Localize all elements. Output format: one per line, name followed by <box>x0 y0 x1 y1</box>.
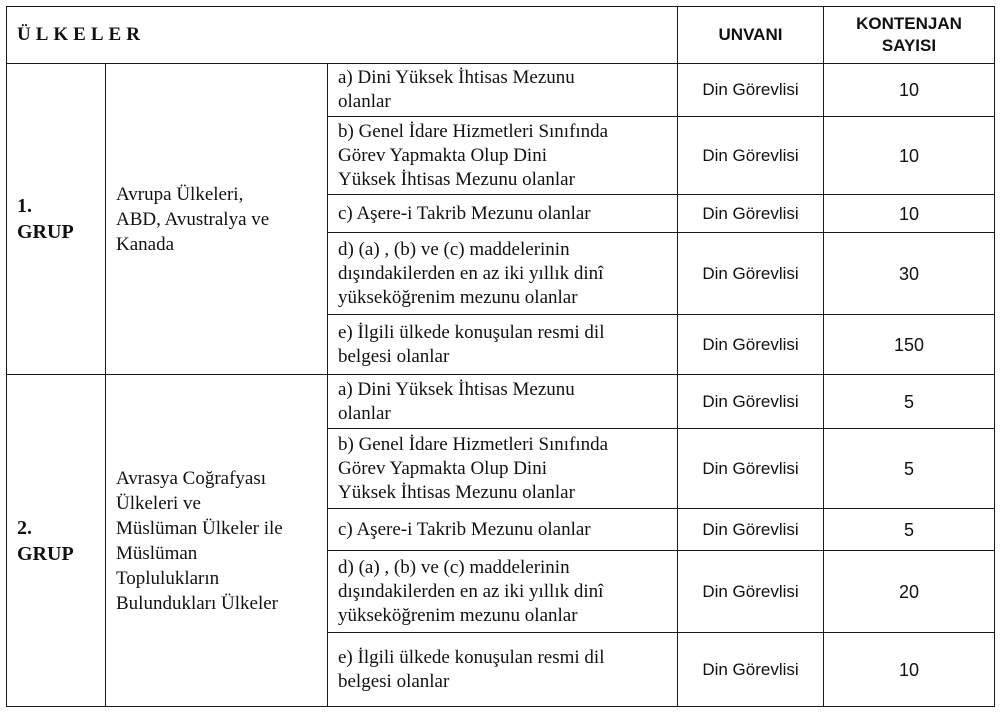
count-cell: 10 <box>824 64 995 117</box>
countries-header: ÜLKELER <box>7 7 678 64</box>
group-1-label <box>7 64 106 375</box>
quota-table <box>6 6 995 707</box>
group-1-region: Avrupa Ülkeleri, ABD, Avustralya ve Kanada <box>106 64 328 375</box>
title-cell: Din Görevlisi <box>678 233 824 315</box>
count-cell: 10 <box>824 633 995 707</box>
condition-cell: e) İlgili ülkede konuşulan resmi dil belgesi olanlar <box>328 633 678 707</box>
condition-cell: d) (a) , (b) ve (c) maddelerinin dışındakilerden en az iki yıllık dinî yükseköğrenim mezunu olanlar <box>328 233 678 315</box>
title-cell: Din Görevlisi <box>678 551 824 633</box>
condition-cell: c) Aşere-i Takrib Mezunu olanlar <box>328 195 678 233</box>
title-cell: Din Görevlisi <box>678 429 824 509</box>
condition-cell: b) Genel İdare Hizmetleri Sınıfında Görev Yapmakta Olup Dini Yüksek İhtisas Mezunu olanlar <box>328 117 678 195</box>
condition-cell: b) Genel İdare Hizmetleri Sınıfında Görev Yapmakta Olup Dini Yüksek İhtisas Mezunu olanlar <box>328 429 678 509</box>
condition-cell: e) İlgili ülkede konuşulan resmi dil belgesi olanlar <box>328 315 678 375</box>
title-cell: Din Görevlisi <box>678 195 824 233</box>
condition-cell: d) (a) , (b) ve (c) maddelerinin dışındakilerden en az iki yıllık dinî yükseköğrenim mezunu olanlar <box>328 551 678 633</box>
group-1-word: GRUP <box>17 221 74 243</box>
group-1-number: 1. <box>17 195 32 217</box>
count-cell: 30 <box>824 233 995 315</box>
title-header: UNVANI <box>678 7 824 64</box>
group-2-label <box>7 375 106 707</box>
header-row <box>7 7 995 64</box>
condition-cell: c) Aşere-i Takrib Mezunu olanlar <box>328 509 678 551</box>
count-cell: 5 <box>824 509 995 551</box>
quota-header-line2: SAYISI <box>881 36 937 55</box>
title-cell: Din Görevlisi <box>678 509 824 551</box>
group-2-region: Avrasya Coğrafyası Ülkeleri ve Müslüman Ülkeler ile Müslüman Toplulukların Bulundukları Ülkeler <box>106 375 328 707</box>
condition-cell: a) Dini Yüksek İhtisas Mezunu olanlar <box>328 64 678 117</box>
table-row <box>7 375 995 429</box>
group-2-word: GRUP <box>17 542 74 565</box>
count-cell: 10 <box>824 195 995 233</box>
quota-header <box>824 7 995 64</box>
count-cell: 10 <box>824 117 995 195</box>
count-cell: 5 <box>824 429 995 509</box>
count-cell: 150 <box>824 315 995 375</box>
title-cell: Din Görevlisi <box>678 375 824 429</box>
title-cell: Din Görevlisi <box>678 315 824 375</box>
quota-header-line1: KONTENJAN <box>856 14 962 33</box>
count-cell: 5 <box>824 375 995 429</box>
title-cell: Din Görevlisi <box>678 64 824 117</box>
table-row <box>7 64 995 117</box>
condition-cell: a) Dini Yüksek İhtisas Mezunu olanlar <box>328 375 678 429</box>
group-2-number: 2. <box>17 516 32 539</box>
count-cell: 20 <box>824 551 995 633</box>
title-cell: Din Görevlisi <box>678 633 824 707</box>
title-cell: Din Görevlisi <box>678 117 824 195</box>
